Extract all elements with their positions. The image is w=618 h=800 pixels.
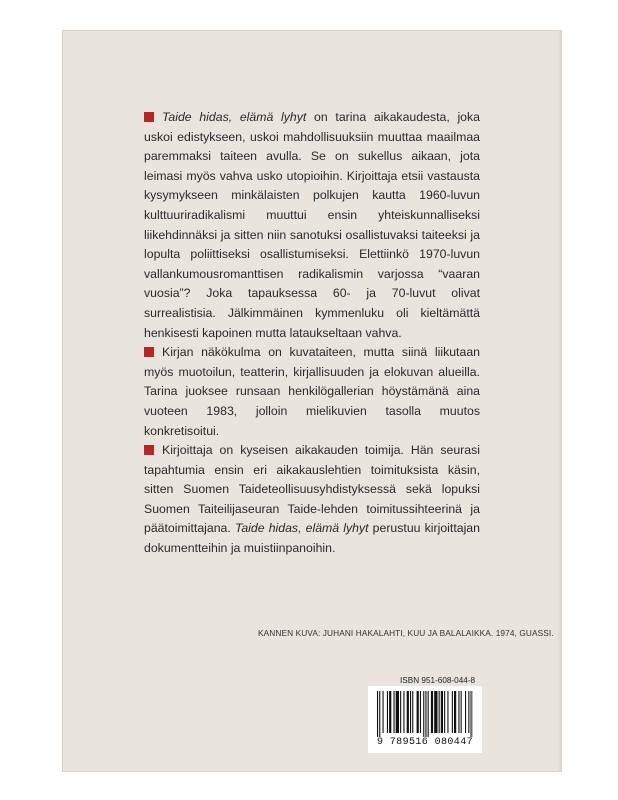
blurb-text [144, 108, 480, 559]
blurb-paragraph-2-text: Kirjan näkökulma on kuvataiteen, mutta siinä liikutaan myös muotoilun, teatterin, kirjallisuuden ja elokuvan alueilla. Tarina juoksee runsaan henkilögallerian höystämänä aina vuoteen 1983, jolloin mielikuvien tasolla muutos konkretisoitui. [144, 345, 480, 438]
cover-edge-shadow [557, 30, 562, 772]
barcode-bars [377, 691, 473, 737]
book-title-italic: Taide hidas, elämä lyhyt [234, 521, 369, 536]
red-square-bullet [144, 112, 154, 122]
cover-image-credit: KANNEN KUVA: JUHANI HAKALAHTI, KUU JA BALALAIKKA. 1974, GUASSI. [258, 628, 554, 638]
isbn-label: ISBN 951-608-044-8 [400, 676, 476, 685]
blurb-paragraph-1 [144, 108, 480, 343]
barcode-digits: 9 789516 080447 [376, 737, 473, 748]
barcode [368, 686, 482, 753]
book-back-cover [62, 30, 562, 772]
blurb-paragraph-3-text-a: Kirjoittaja on kyseisen aikakauden toimija. Hän seurasi tapahtumia ensin eri aikakauslehtien toimituksista käsin, sitten Suomen Taideteollisuusyhdistyksessä sekä lopuksi Suomen Taiteilijaseuran Taide-lehden toimitussihteerinä ja päätoimittajana. [144, 443, 480, 536]
blurb-paragraph-3 [144, 441, 480, 559]
blurb-paragraph-3-text-b: perustuu kirjoittajan dokumentteihin ja muistiinpanoihin. [144, 521, 480, 556]
book-title-italic: Taide hidas, elämä lyhyt [162, 110, 307, 124]
blurb-paragraph-2 [144, 343, 480, 441]
blurb-paragraph-1-text: on tarina aikakaudesta, joka uskoi edistykseen, uskoi mahdollisuuksiin muuttaa maailmaa paremmaksi taiteen avulla. Se on sukellus aikaan, jota leimasi myös vahva usko utopioihin. Kirjoittaja etsii vastausta kysymykseen minkälaisten polkujen kautta 1960-luvun kulttuuriradikalismi muuttui ensin yhteiskunnalliseksi liikehdinnäksi ja sitten niin sanotuksi osallistuvaksi taiteeksi ja lopulta poliittiseksi osallistumiseksi. Elettiinkö 1970-luvun vallankumousromanttisen radikalismin varjossa “vaaran vuosia”? Joka tapauksessa 60- ja 70-luvut olivat surrealistisia. Jälkimmäinen kymmenluku oli kieltämättä henkisesti kapoinen mutta lataukseltaan vahva. [144, 110, 480, 340]
red-square-bullet [144, 445, 154, 455]
red-square-bullet [144, 347, 154, 357]
